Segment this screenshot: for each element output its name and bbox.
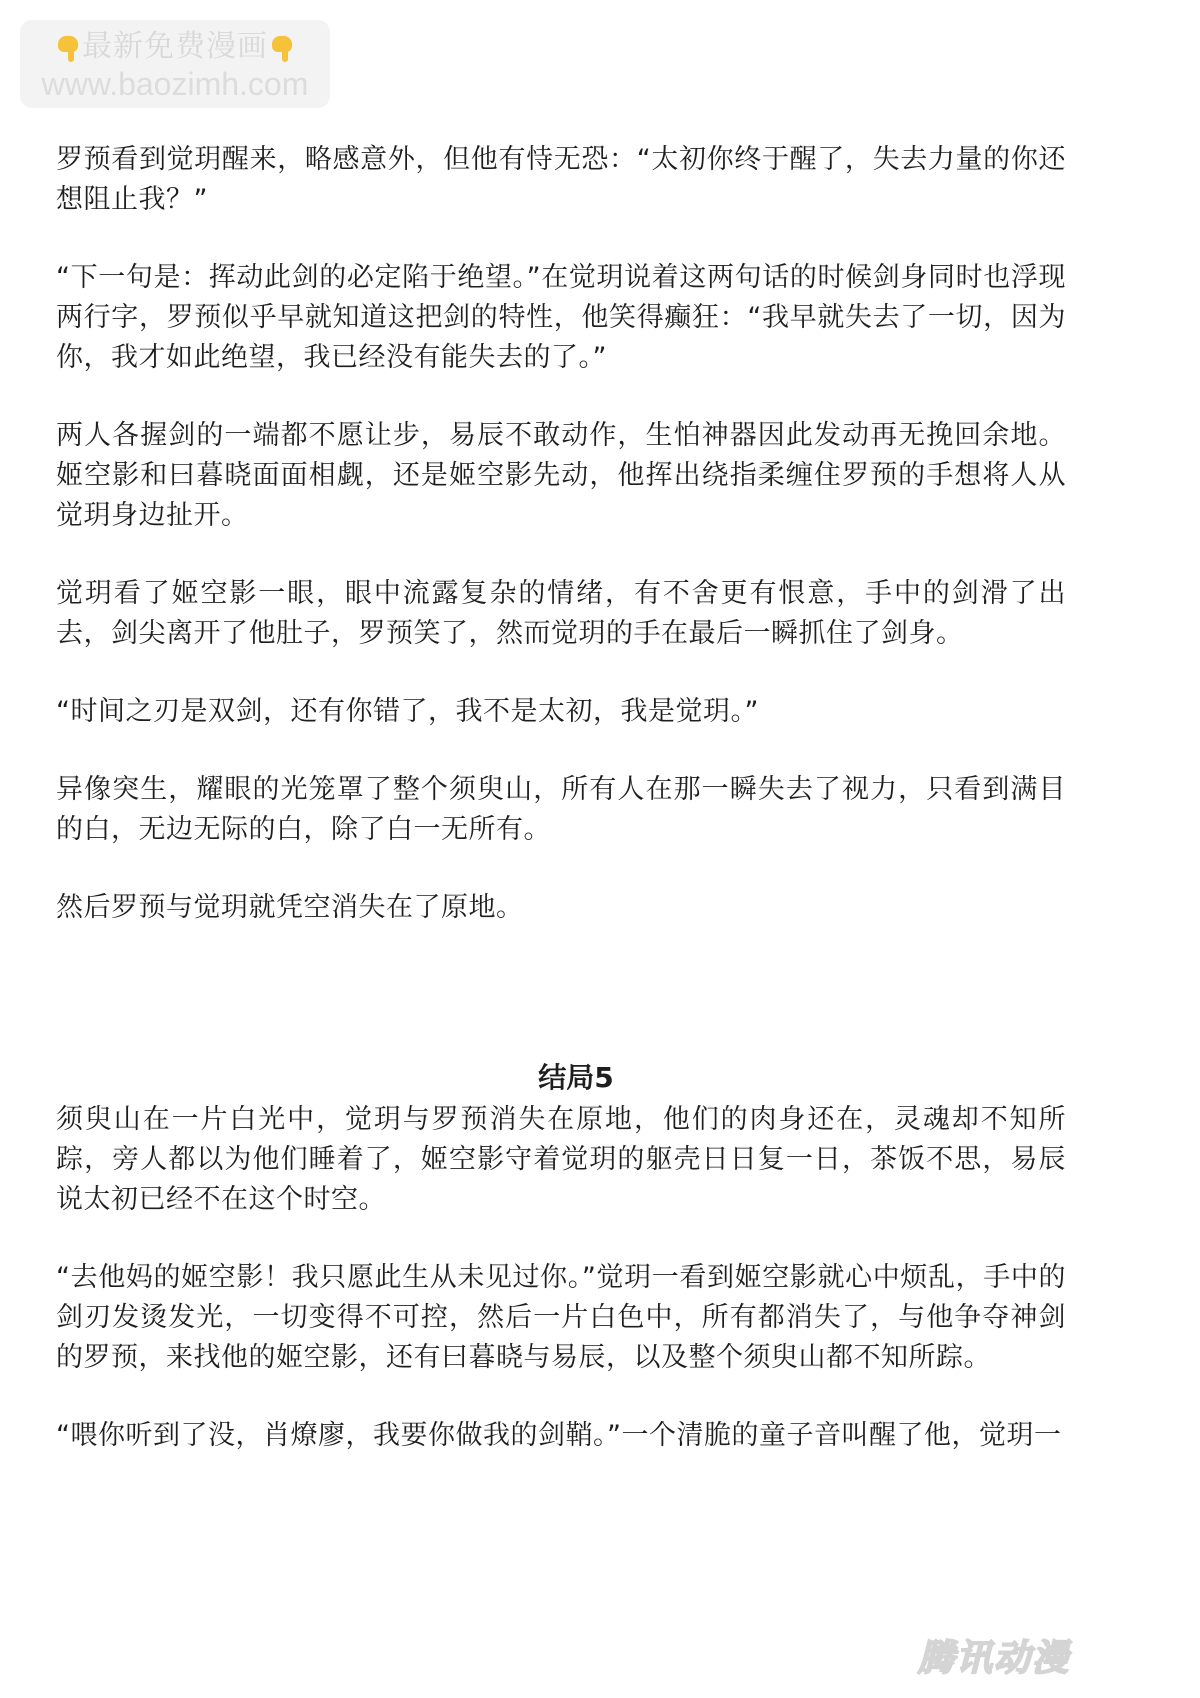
paragraph: “时间之刃是双剑，还有你错了，我不是太初，我是觉玥。” [56,696,759,727]
paragraph: 须臾山在一片白光中，觉玥与罗预消失在原地，他们的肉身还在，灵魂却不知所踪，旁人都以为他们睡着了，姬空影守着觉玥的躯壳日日复一日，茶饭不思，易辰说太初已经不在这个时空。 [56,1104,1066,1215]
paragraph: “喂你听到了没，肖燎廖，我要你做我的剑鞘。”一个清脆的童子音叫醒了他，觉玥一 [56,1420,1062,1451]
pointing-down-hand-icon [54,32,82,62]
paragraph: 异像突生，耀眼的光笼罩了整个须臾山，所有人在那一瞬失去了视力，只看到满目的白，无边无际的白，除了白一无所有。 [56,774,1066,845]
watermark-banner [20,20,330,108]
pointing-down-hand-icon [268,32,296,62]
paragraph: 罗预看到觉玥醒来，略感意外，但他有恃无恐：“太初你终于醒了，失去力量的你还想阻止我？” [56,144,1066,215]
story-body [56,140,1066,1494]
paragraph: “下一句是：挥动此剑的必定陷于绝望。”在觉玥说着这两句话的时候剑身同时也浮现两行字，罗预似乎早就知道这把剑的特性，他笑得癫狂：“我早就失去了一切，因为你，我才如此绝望，我已经没有能失去的了。” [56,262,1066,373]
tencent-comic-logo: 腾讯动漫 [917,1637,1070,1679]
paragraph: 觉玥看了姬空影一眼，眼中流露复杂的情绪，有不舍更有恨意，手中的剑滑了出去，剑尖离开了他肚子，罗预笑了，然而觉玥的手在最后一瞬抓住了剑身。 [56,578,1066,649]
section-heading: 结局5 [538,1061,614,1094]
watermark-url: www.baozimh.com [41,66,309,102]
paragraph: 然后罗预与觉玥就凭空消失在了原地。 [56,892,524,923]
paragraph: 两人各握剑的一端都不愿让步，易辰不敢动作，生怕神器因此发动再无挽回余地。姬空影和曰暮晓面面相觑，还是姬空影先动，他挥出绕指柔缠住罗预的手想将人从觉玥身边扯开。 [56,420,1066,531]
paragraph: “去他妈的姬空影！我只愿此生从未见过你。”觉玥一看到姬空影就心中烦乱，手中的剑刃发烫发光，一切变得不可控，然后一片白色中，所有都消失了，与他争夺神剑的罗预，来找他的姬空影，还有曰暮晓与易辰，以及整个须臾山都不知所踪。 [56,1262,1066,1373]
watermark-title: 最新免费漫画 [82,29,268,64]
